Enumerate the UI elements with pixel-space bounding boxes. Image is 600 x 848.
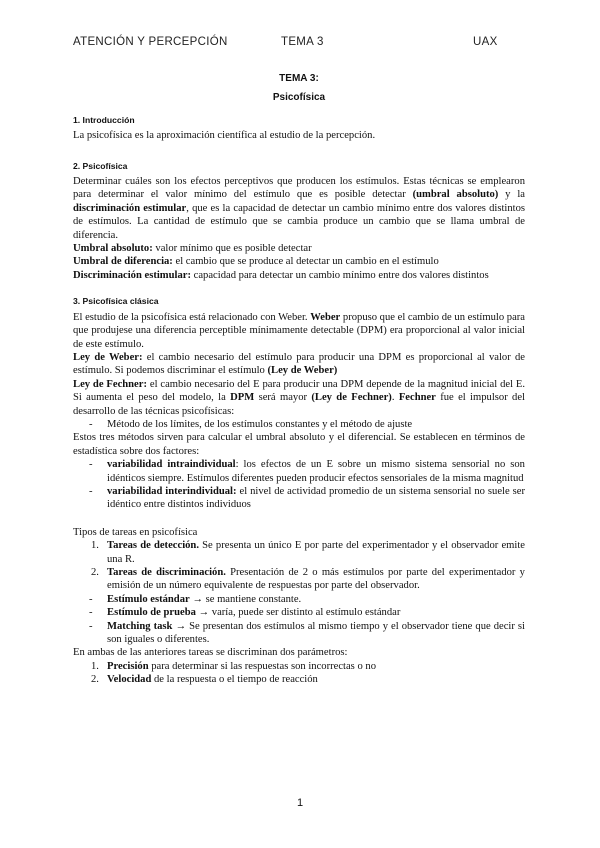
section-1-heading: 1. Introducción — [73, 114, 135, 125]
section-2-heading: 2. Psicofísica — [73, 160, 128, 171]
list-item: 1. Precisión para determinar si las respuestas son incorrectas o no — [91, 660, 376, 672]
doc-subtitle: Psicofísica — [272, 92, 326, 104]
header-subject: ATENCIÓN Y PERCEPCIÓN — [73, 36, 228, 48]
header-topic: TEMA 3 — [281, 36, 324, 48]
parameters-list — [73, 660, 525, 687]
document-body — [73, 72, 525, 687]
ley-fechner: Ley de Fechner: el cambio necesario del E para producir una DPM depende de la magnitud inicial del E. Si aumenta el peso del modelo, la DPM será mayor (Ley de Fechner). Fechner fue el impulsor del desarrollo de las técnicas psicofísicas: — [73, 378, 526, 417]
list-item: - variabilidad interindividual: el nivel de actividad promedio de un sistema sensorial no suele ser idéntico entre distintos individuos — [91, 485, 525, 512]
list-item: - Estímulo estándar → se mantiene constante. — [91, 593, 525, 606]
list-item: - Matching task → Se presentan dos estímulos al mismo tiempo y el observador tiene que decir si son iguales o diferentes. — [91, 620, 525, 647]
doc-title: TEMA 3: — [279, 73, 319, 84]
list-item: 1. Tareas de detección. Se presenta un único E por parte del experimentador y el observador emite una R. — [91, 540, 526, 565]
statistics-paragraph: Estos tres métodos sirven para calcular el umbral absoluto y el diferencial. Se establecen en términos de estadística sobre dos factores: — [73, 432, 525, 457]
tasks-list — [73, 539, 525, 593]
list-item: - variabilidad intraindividual: los efectos de un E sobre un mismo sistema sensorial no son idénticos siempre. Estímulos diferentes pueden producir efectos sensoriales de la misma magnitud — [91, 458, 525, 485]
definition-umbral-absoluto: Umbral absoluto: valor mínimo que es posible detectar — [73, 243, 312, 255]
list-item: - Estímulo de prueba → varía, puede ser distinto al estímulo estándar — [91, 606, 525, 619]
tasks-intro: Tipos de tareas en psicofísica — [73, 526, 198, 538]
discrimination-list — [73, 593, 525, 647]
section-2-paragraph: Determinar cuáles son los efectos perceptivos que producen los estímulos. Estas técnicas se emplearon para determinar el valor mínimo del estímulo que es posible detectar (umbral absoluto) y la discriminación estimular, que es la capacidad de detectar un cambio mínimo entre dos valores distintos de estímulos. La cantidad de estímulo que se cambia produce un cambio que se llama umbral de diferencia. — [73, 176, 525, 241]
list-item: 2. Tareas de discriminación. Presentación de 2 o más estímulos por parte del experimentador y emisión de un número equivalente de respuestas por parte del observador. — [91, 567, 525, 592]
methods-list — [73, 418, 525, 431]
header-university: UAX — [473, 36, 498, 48]
definition-discriminacion: Discriminación estimular: capacidad para detectar un cambio mínimo entre dos valores distintos — [73, 269, 489, 281]
section-1-text: La psicofísica es la aproximación científica al estudio de la percepción. — [73, 130, 376, 142]
section-3-paragraph: El estudio de la psicofísica está relacionado con Weber. Weber propuso que el cambio de un estímulo para que produjese una diferencia perceptible mínimamente detectable (DPM) era proporcional al valor inicial de este estímulo. — [73, 311, 526, 350]
section-3-heading: 3. Psicofísica clásica — [73, 296, 159, 307]
parameters-intro: En ambas de las anteriores tareas se discriminan dos parámetros: — [73, 647, 348, 659]
page-number: 1 — [296, 797, 304, 809]
list-item: - Método de los límites, de los estímulos constantes y el método de ajuste — [91, 418, 525, 431]
variability-list — [73, 458, 525, 512]
definition-umbral-diferencia: Umbral de diferencia: el cambio que se produce al detectar un cambio en el estímulo — [73, 256, 439, 268]
ley-weber: Ley de Weber: el cambio necesario del estímulo para producir una DPM es proporcional al valor de estímulo. Si podemos discriminar el estímulo (Ley de Weber) — [73, 351, 525, 377]
list-item: 2. Velocidad de la respuesta o el tiempo de reacción — [91, 674, 318, 686]
